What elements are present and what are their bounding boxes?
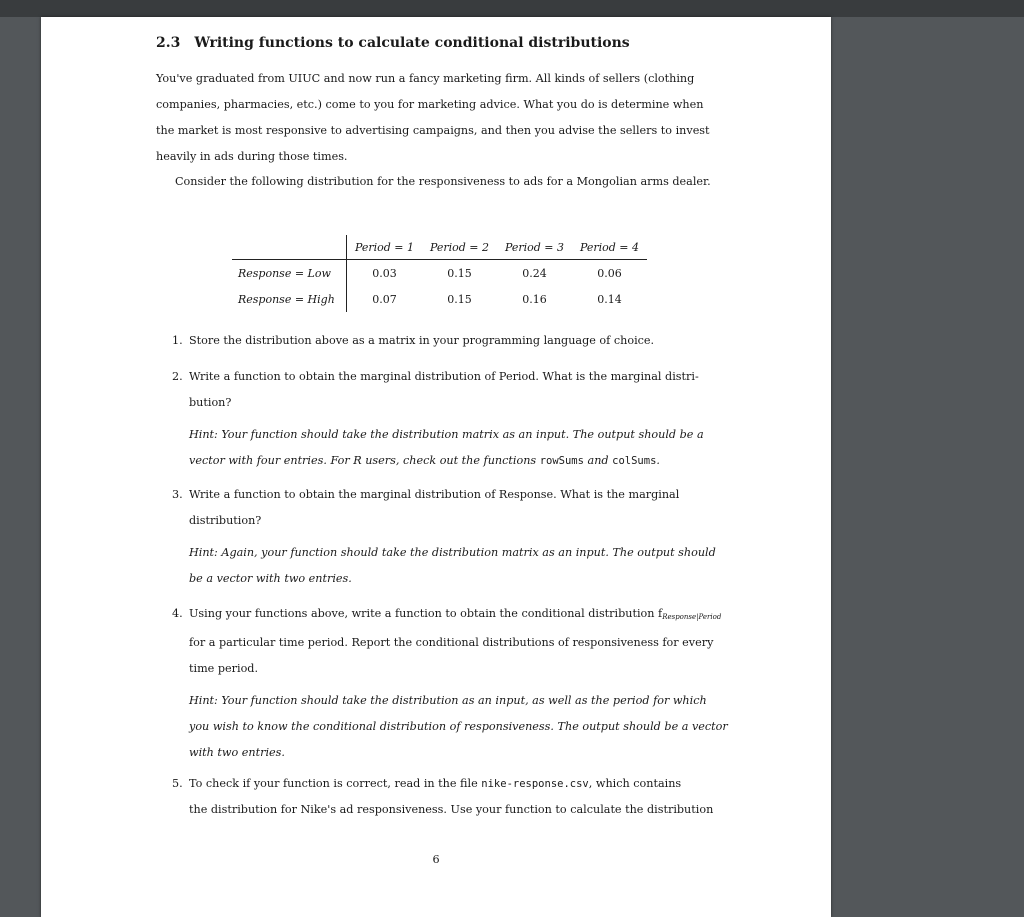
section-heading [156, 35, 630, 51]
subscript: Response|Period [662, 613, 722, 621]
code-rowsums: rowSums [539, 455, 584, 467]
hint-text [189, 448, 717, 474]
distribution-table [232, 235, 647, 312]
table-row-label: Response = High [232, 286, 347, 312]
table-cell: 0.15 [447, 266, 472, 280]
intro-paragraph [156, 66, 716, 170]
table-row [232, 286, 647, 312]
consider-sentence: Consider the following distribution for the responsiveness to ads for a Mongolian arms dealer. [175, 175, 711, 188]
document-page [41, 17, 831, 917]
page-number: 6 [432, 853, 440, 866]
table-cell: 0.06 [597, 266, 622, 280]
intro-line: heavily in ads during those times. [156, 150, 348, 163]
list-item-text: bution? [189, 396, 232, 409]
table-cell: 0.15 [447, 292, 472, 306]
table-header-row [232, 235, 647, 260]
list-item-text: time period. [189, 662, 259, 675]
table-cell: 0.24 [522, 266, 547, 280]
section-title: Writing functions to calculate conditional distributions [194, 35, 630, 51]
hint-text: Hint: Again, your function should take the distribution matrix as an input. The output should [189, 546, 716, 559]
table-header-cell: Period = 3 [497, 235, 572, 260]
hint-text: be a vector with two entries. [189, 572, 352, 585]
list-item-text [189, 601, 722, 630]
table-cell: 0.14 [597, 292, 622, 306]
list-item-fragment: , which contains [588, 777, 682, 790]
intro-line: companies, pharmacies, etc.) come to you for marketing advice. What you do is determine when [156, 98, 704, 111]
table-header-cell: Period = 4 [572, 235, 647, 260]
list-item-text: Store the distribution above as a matrix in your programming language of choice. [189, 334, 655, 347]
table-cell: 0.07 [372, 292, 397, 306]
table-cell: 0.16 [522, 292, 547, 306]
list-item-text: Write a function to obtain the marginal distribution of Response. What is the marginal [189, 488, 680, 501]
filename-code: nike-response.csv [481, 778, 589, 790]
hint-fragment: . [656, 454, 660, 467]
table-row-label: Response = Low [232, 260, 347, 287]
hint-fragment: vector with four entries. For R users, check out the functions [189, 454, 537, 467]
hint-text: Hint: Your function should take the distribution matrix as an input. The output should be a [189, 428, 704, 441]
list-item-text [189, 771, 717, 797]
list-item-number: 3. [172, 488, 183, 501]
hint-text: Hint: Your function should take the distribution as an input, as well as the period for which [189, 694, 707, 707]
hint-fragment: and [587, 454, 609, 467]
list-item-fragment: Using your functions above, write a function to obtain the conditional distribution f [189, 607, 663, 620]
list-item-fragment: To check if your function is correct, read in the file [189, 777, 478, 790]
intro-line: the market is most responsive to advertising campaigns, and then you advise the sellers to invest [156, 124, 710, 137]
list-item-number: 4. [172, 607, 183, 620]
section-number: 2.3 [156, 35, 181, 51]
list-item-text: the distribution for Nike's ad responsiveness. Use your function to calculate the distribution [189, 803, 714, 816]
list-item-text: Write a function to obtain the marginal distribution of Period. What is the marginal distri- [189, 370, 699, 383]
list-item-number: 5. [172, 777, 183, 790]
hint-text: you wish to know the conditional distribution of responsiveness. The output should be a vector [189, 720, 728, 733]
table-corner-cell [232, 235, 347, 260]
list-item-text: distribution? [189, 514, 262, 527]
list-item-number: 2. [172, 370, 183, 383]
hint-text: with two entries. [189, 746, 285, 759]
intro-line: You've graduated from UIUC and now run a fancy marketing firm. All kinds of sellers (clothing [156, 72, 695, 85]
table-row [232, 260, 647, 287]
list-item-number: 1. [172, 334, 183, 347]
viewer-top-bar [0, 0, 1024, 17]
list-item-text: for a particular time period. Report the conditional distributions of responsiveness for every [189, 636, 714, 649]
table-header-cell: Period = 2 [422, 235, 497, 260]
table-cell: 0.03 [372, 266, 397, 280]
table-header-cell: Period = 1 [347, 235, 423, 260]
code-colsums: colSums [612, 455, 657, 467]
